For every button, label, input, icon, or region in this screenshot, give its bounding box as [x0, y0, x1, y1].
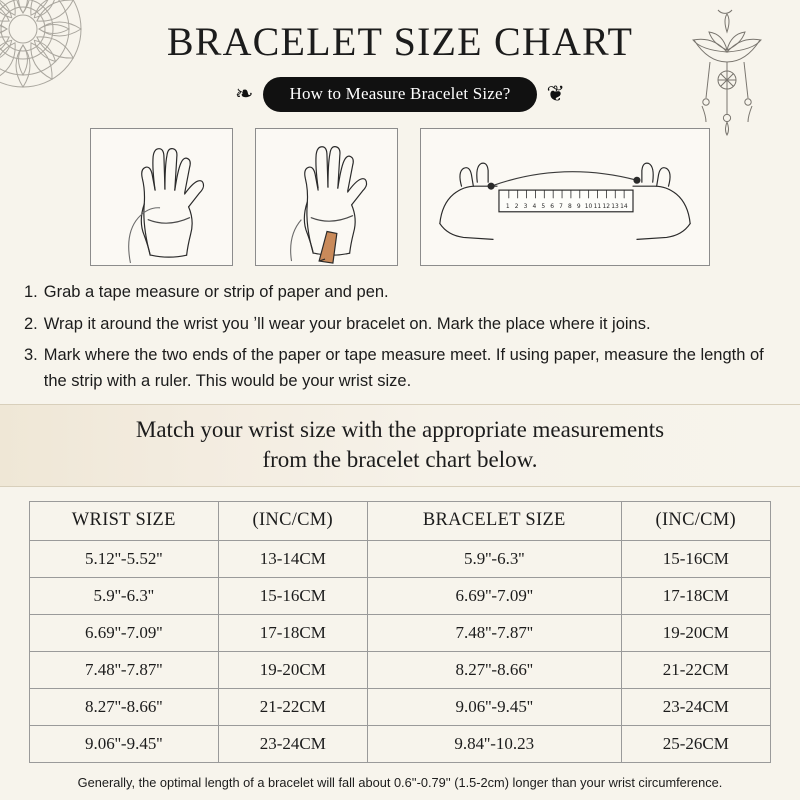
- cell-wrist-cm: 17-18CM: [218, 615, 367, 652]
- cell-bracelet-cm: 21-22CM: [621, 652, 771, 689]
- cell-wrist-inch: 9.06''-9.45'': [30, 726, 219, 763]
- cell-bracelet-cm: 23-24CM: [621, 689, 771, 726]
- step-number: 1.: [24, 283, 38, 301]
- lotus-ornament-icon: [672, 2, 782, 137]
- table-row: [30, 726, 771, 763]
- step-text: Grab a tape measure or strip of paper and pen.: [43, 283, 389, 301]
- header-wrist-unit: (INC/CM): [218, 502, 367, 541]
- subtitle-badge: How to Measure Bracelet Size?: [263, 77, 536, 112]
- mandala-ornament-icon: [0, 0, 98, 104]
- instruction-steps: [24, 280, 776, 394]
- table-row: [30, 689, 771, 726]
- cell-bracelet-cm: 19-20CM: [621, 615, 771, 652]
- svg-text:7: 7: [559, 203, 563, 210]
- step-text: Mark where the two ends of the paper or tape measure meet. If using paper, measure the length of the strip with a ruler. This would be your wrist size.: [43, 346, 764, 390]
- list-item: [24, 280, 776, 306]
- table-row: [30, 578, 771, 615]
- cell-bracelet-inch: 6.69''-7.09'': [367, 578, 621, 615]
- hand-with-tape-illustration: [90, 128, 233, 266]
- svg-text:12: 12: [602, 203, 610, 210]
- cell-bracelet-cm: 15-16CM: [621, 541, 771, 578]
- illustration-row: [0, 128, 800, 266]
- step-number: 3.: [24, 346, 38, 365]
- cell-bracelet-cm: 17-18CM: [621, 578, 771, 615]
- table-header-row: [30, 502, 771, 541]
- banner-line-2: from the bracelet chart below.: [262, 446, 538, 472]
- ruler-measuring-strip-illustration: [420, 128, 710, 266]
- cell-wrist-cm: 23-24CM: [218, 726, 367, 763]
- svg-text:11: 11: [593, 203, 602, 210]
- flourish-right-icon: ❦: [546, 81, 565, 107]
- cell-wrist-inch: 5.9''-6.3'': [30, 578, 219, 615]
- svg-text:1: 1: [505, 203, 510, 210]
- cell-wrist-inch: 7.48''-7.87'': [30, 652, 219, 689]
- table-row: [30, 615, 771, 652]
- cell-wrist-cm: 13-14CM: [218, 541, 367, 578]
- page-title: BRACELET SIZE CHART: [166, 19, 634, 64]
- cell-bracelet-inch: 5.9''-6.3'': [367, 541, 621, 578]
- cell-bracelet-inch: 7.48''-7.87'': [367, 615, 621, 652]
- svg-text:2: 2: [514, 203, 519, 210]
- svg-text:13: 13: [611, 203, 619, 210]
- step-number: 2.: [24, 314, 38, 333]
- table-row: [30, 652, 771, 689]
- hand-with-pen-illustration: [255, 128, 398, 266]
- cell-wrist-cm: 19-20CM: [218, 652, 367, 689]
- table-row: [30, 541, 771, 578]
- cell-bracelet-cm: 25-26CM: [621, 726, 771, 763]
- svg-text:3: 3: [523, 203, 528, 210]
- flourish-left-icon: ❧: [235, 81, 254, 107]
- step-text: Wrap it around the wrist you ʼll wear your bracelet on. Mark the place where it joins.: [43, 314, 651, 333]
- cell-bracelet-inch: 9.06''-9.45'': [367, 689, 621, 726]
- cell-bracelet-inch: 9.84''-10.23: [367, 726, 621, 763]
- header-bracelet-unit: (INC/CM): [621, 502, 771, 541]
- svg-text:5: 5: [541, 203, 546, 210]
- cell-bracelet-inch: 8.27''-8.66'': [367, 652, 621, 689]
- header-wrist-size: WRIST SIZE: [30, 502, 219, 541]
- list-item: [24, 312, 776, 338]
- svg-text:6: 6: [550, 203, 554, 210]
- cell-wrist-inch: 5.12''-5.52'': [30, 541, 219, 578]
- footnote: Generally, the optimal length of a bracelet will fall about 0.6''-0.79'' (1.5-2cm) longer than your wrist circumference.: [77, 775, 723, 791]
- cell-wrist-inch: 8.27''-8.66'': [30, 689, 219, 726]
- svg-text:9: 9: [576, 203, 581, 210]
- banner-line-1: Match your wrist size with the appropriate measurements: [135, 417, 665, 443]
- svg-text:14: 14: [620, 203, 628, 210]
- svg-text:8: 8: [567, 203, 572, 210]
- match-size-banner: [0, 404, 800, 487]
- svg-text:10: 10: [584, 203, 593, 210]
- size-chart-table: [29, 501, 771, 763]
- cell-wrist-inch: 6.69''-7.09'': [30, 615, 219, 652]
- header-bracelet-size: BRACELET SIZE: [367, 502, 621, 541]
- cell-wrist-cm: 21-22CM: [218, 689, 367, 726]
- list-item: [24, 343, 776, 394]
- svg-text:4: 4: [532, 203, 537, 210]
- cell-wrist-cm: 15-16CM: [218, 578, 367, 615]
